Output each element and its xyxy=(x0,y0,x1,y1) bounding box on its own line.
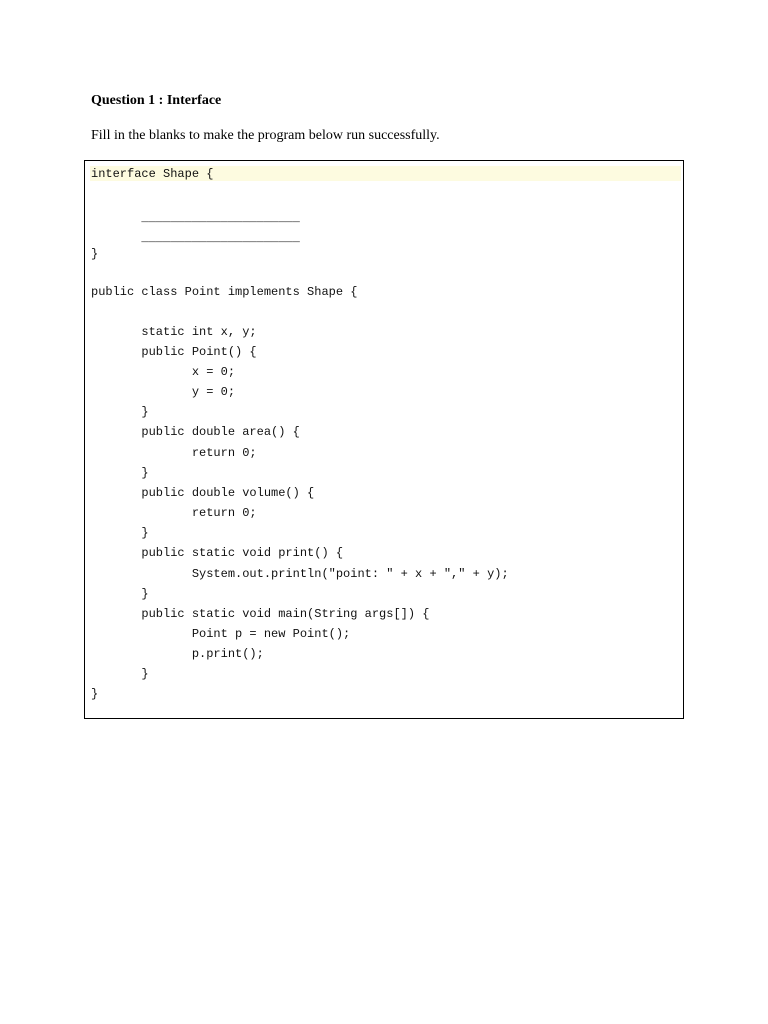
code-line-fields: static int x, y; xyxy=(91,325,257,339)
code-line-assign-x: x = 0; xyxy=(91,365,236,379)
code-line-close-brace: } xyxy=(91,466,149,480)
code-line-return: return 0; xyxy=(91,446,257,460)
code-line-blank-2: ______________________ xyxy=(91,231,300,245)
code-line-close-brace: } xyxy=(91,526,149,540)
code-line-class-close: } xyxy=(91,687,99,701)
code-line-constructor: public Point() { xyxy=(91,345,257,359)
code-line-area-method: public double area() { xyxy=(91,425,300,439)
question-title: Question 1 : Interface xyxy=(91,93,222,108)
question-instructions: Fill in the blanks to make the program below run successfully. xyxy=(91,128,440,143)
code-line-main-method: public static void main(String args[]) { xyxy=(91,607,430,621)
code-line-close-brace: } xyxy=(91,667,149,681)
code-line-print-call: p.print(); xyxy=(91,647,264,661)
code-line-interface-decl: interface Shape { xyxy=(91,167,214,181)
code-line-assign-y: y = 0; xyxy=(91,385,236,399)
code-block xyxy=(84,160,684,719)
code-line-interface-close: } xyxy=(91,247,99,261)
code-line-print-method: public static void print() { xyxy=(91,546,344,560)
code-line-close-brace: } xyxy=(91,405,149,419)
code-line-close-brace: } xyxy=(91,587,149,601)
code-line-println: System.out.println("point: " + x + "," + y); xyxy=(91,567,509,581)
code-line-new-point: Point p = new Point(); xyxy=(91,627,351,641)
code-line-volume-method: public double volume() { xyxy=(91,486,315,500)
code-line-blank-1: ______________________ xyxy=(91,211,300,225)
code-line-return: return 0; xyxy=(91,506,257,520)
code-line-class-decl: public class Point implements Shape { xyxy=(91,285,358,299)
